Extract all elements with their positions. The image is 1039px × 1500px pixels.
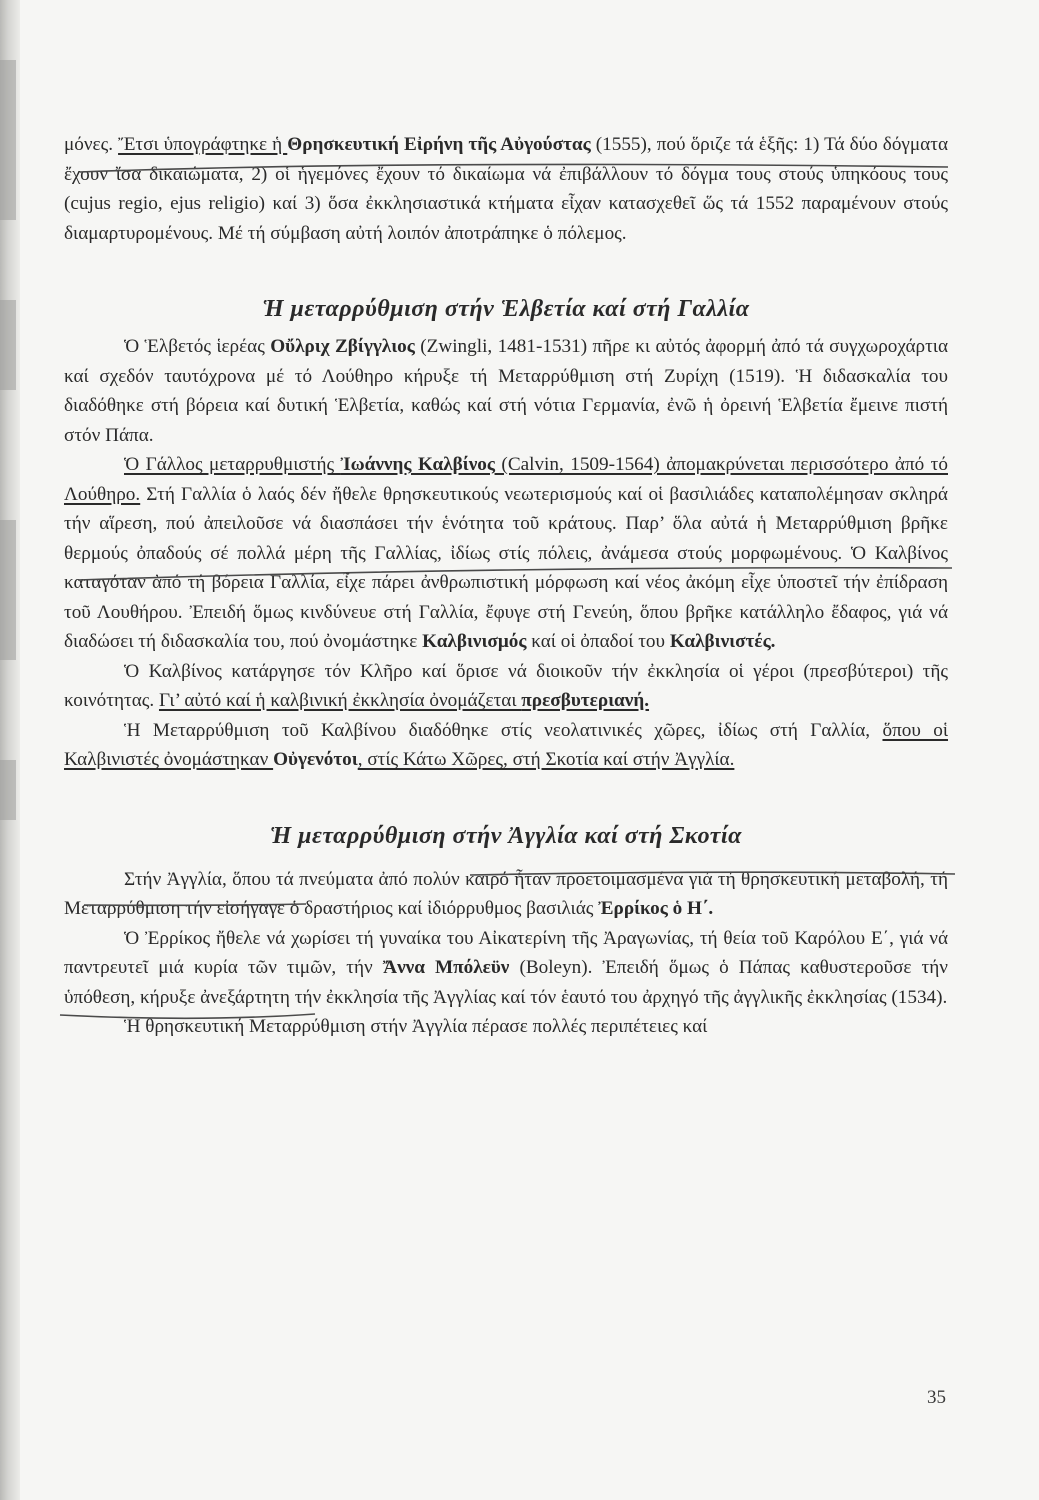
text-run: Οὔλριχ Ζβίγγλιος bbox=[270, 336, 415, 357]
text-run: Στή Γαλλία ὁ λαός δέν ἤθελε θρησκευτικούς νεωτερισμούς καί οἱ βασιλιάδες καταπολέμησαν σκληρά τήν αἵρεση, πού ἀπειλοῦσε νά διασπάσει τήν ἑνότητα τοῦ κράτους. Παρ’ ὅλα αὐτά ἡ Μεταρρύθμιση βρῆκε θερμούς ὀπαδούς σέ πολλά μέρη τῆς Γαλλίας, ἰδίως στίς πόλεις, ἀνάμεσα στούς μορφωμένους. Ὁ Καλβίνος καταγόταν ἀπό τή βόρεια Γαλλία, εἶχε πάρει ἀνθρωπιστική μόρφωση καί νέος ἀκόμη εἶχε ὑποστεῖ τήν ἐπίδραση τοῦ Λουθήρου. Ἐπειδή ὅμως κινδύνευε στή Γαλλία, ἔφυγε στή Γενεύη, ὅπου βρῆκε κατάλληλο ἔδαφος, γιά νά διαδώσει τή διδασκαλία του, πού ὀνομάστηκε bbox=[64, 483, 948, 652]
text-run: (Calvin, 1509-1564) ἀπομακρύνεται περισσότερο ἀπό τό Λούθηρο. bbox=[64, 454, 948, 505]
text-run: Ἡ Μεταρρύθμιση τοῦ Καλβίνου διαδόθηκε στίς νεολατινικές χῶρες, ἰδίως στή Γαλλία, bbox=[124, 719, 883, 741]
text-run: (1555), πού ὅριζε τά ἑξῆς: 1) Τά δύο δόγματα ἔχουν ἴσα δικαιώματα, 2) οἱ ἡγεμόνες ἔχουν τό δικαίωμα νά ἐπιβάλλουν τό δόγμα τους στούς ὑπηκόους τους (cujus regio, ejus religio) καί 3) ὅσα ἐκκλησιαστικά κτήματα εἶχαν κατασχεθεῖ ὥς τά 1552 παραμένουν στούς διαμαρτυρομένους. Μέ τή σύμβαση αὐτή λοιπόν ἀποτράπηκε ὁ πόλεμος. bbox=[64, 134, 948, 244]
section-england-scotland bbox=[64, 865, 948, 1042]
text-run: Καλβινιστές. bbox=[669, 631, 776, 652]
text-run: Ἰωάννης Καλβίνος bbox=[340, 454, 495, 475]
text-run: (Boleyn). Ἐπειδή ὅμως ὁ Πάπας καθυστεροῦσε τήν ὑπόθεση, κήρυξε ἀνεξάρτητη τήν ἐκκλησία τῆς Ἀγγλίας καί τόν ἑαυτό του ἀρχηγό τῆς ἀγγλικῆς ἐκκλησίας (1534). bbox=[64, 957, 948, 1008]
text-run: ὅπου οἱ Καλβινιστές ὀνομάστηκαν bbox=[64, 719, 949, 770]
text-run: (Zwingli, 1481-1531) πῆρε κι αὐτός ἀφορμή ἀπό τά συγχωροχάρτια καί σχεδόν ταυτόχρονα μέ τό Λούθηρο κήρυξε τή Μεταρρύθμιση στή Ζυρίχη (1519). Ἡ διδασκαλία του διαδόθηκε στή βόρεια καί δυτική Ἑλβετία, καθώς καί στή νότια Γερμανία, ἐνῶ ἡ ὀρεινή Ἑλβετία ἔμεινε πιστή στόν Πάπα. bbox=[64, 336, 949, 446]
paragraph bbox=[64, 716, 948, 775]
heading-switzerland-france: Ἡ μεταρρύθμιση στήν Ἑλβετία καί στή Γαλλία bbox=[262, 296, 750, 322]
paragraph bbox=[64, 657, 948, 716]
text-run: Στήν Ἀγγλία, ὅπου τά πνεύματα ἀπό πολύν καιρό ἦταν προετοιμασμένα γιά τή θρησκευτική μεταβολή, τή Μεταρρύθμιση τήν εἰσήγαγε ὁ δραστήριος καί ἰδιόρρυθμος βασιλιάς bbox=[64, 868, 948, 919]
heading-england-scotland: Ἡ μεταρρύθμιση στήν Ἀγγλία καί στή Σκοτία bbox=[270, 822, 742, 849]
text-run: πρεσβυτεριανή. bbox=[521, 690, 650, 711]
text-run: Ὁ Γάλλος μεταρρυθμιστής bbox=[124, 454, 341, 475]
text-run: Ἡ θρησκευτική Μεταρρύθμιση στήν Ἀγγλία πέρασε πολλές περιπέτειες καί bbox=[124, 1016, 708, 1037]
text-run: Θρησκευτική Εἰρήνη τῆς Αὐγούστας bbox=[287, 134, 591, 155]
text-run: καί οἱ ὀπαδοί του bbox=[526, 631, 670, 652]
text-run: Ὁ Ἑλβετός ἱερέας bbox=[124, 336, 271, 357]
text-run: Ἄννα Μπόλεϋν bbox=[382, 957, 510, 978]
text-run: Οὐγενότοι bbox=[273, 749, 358, 770]
text-run: μόνες. bbox=[64, 134, 119, 155]
text-run: Γι’ αὐτό καί ἡ καλβινική ἐκκλησία ὀνομάζεται bbox=[158, 690, 522, 711]
text-run: Ὁ Καλβίνος κατάργησε τόν Κλῆρο καί ὅρισε νά διοικοῦν τήν ἐκκλησία οἱ γέροι (πρεσβύτεροι) τῆς κοινότητας. bbox=[64, 660, 948, 711]
paragraph bbox=[64, 865, 948, 924]
text-run: Καλβινισμός bbox=[422, 631, 527, 652]
paragraph bbox=[64, 924, 948, 1013]
text-run: , στίς Κάτω Χῶρες, στή Σκοτία καί στήν Ἀγγλία. bbox=[357, 749, 735, 770]
paragraph bbox=[64, 1012, 948, 1042]
text-run: Ὁ Ἐρρίκος ἤθελε νά χωρίσει τή γυναίκα του Αἰκατερίνη τῆς Ἀραγωνίας, τή θεία τοῦ Καρόλου Ε΄, γιά νά παντρευτεῖ μιά κυρία τῶν τιμῶν, τήν bbox=[64, 927, 948, 978]
paragraph bbox=[64, 450, 948, 657]
book-page-text bbox=[64, 130, 948, 1042]
page-binding-edge bbox=[0, 0, 20, 1500]
section-intro bbox=[64, 130, 948, 248]
paragraph bbox=[64, 332, 948, 450]
text-run: Ἐρρίκος ὁ Η΄. bbox=[598, 898, 714, 919]
section-switzerland-france bbox=[64, 332, 948, 775]
text-run: Ἔτσι ὑπογράφτηκε ἡ bbox=[118, 134, 288, 155]
paragraph bbox=[64, 130, 948, 248]
page-number: 35 bbox=[927, 1387, 946, 1408]
